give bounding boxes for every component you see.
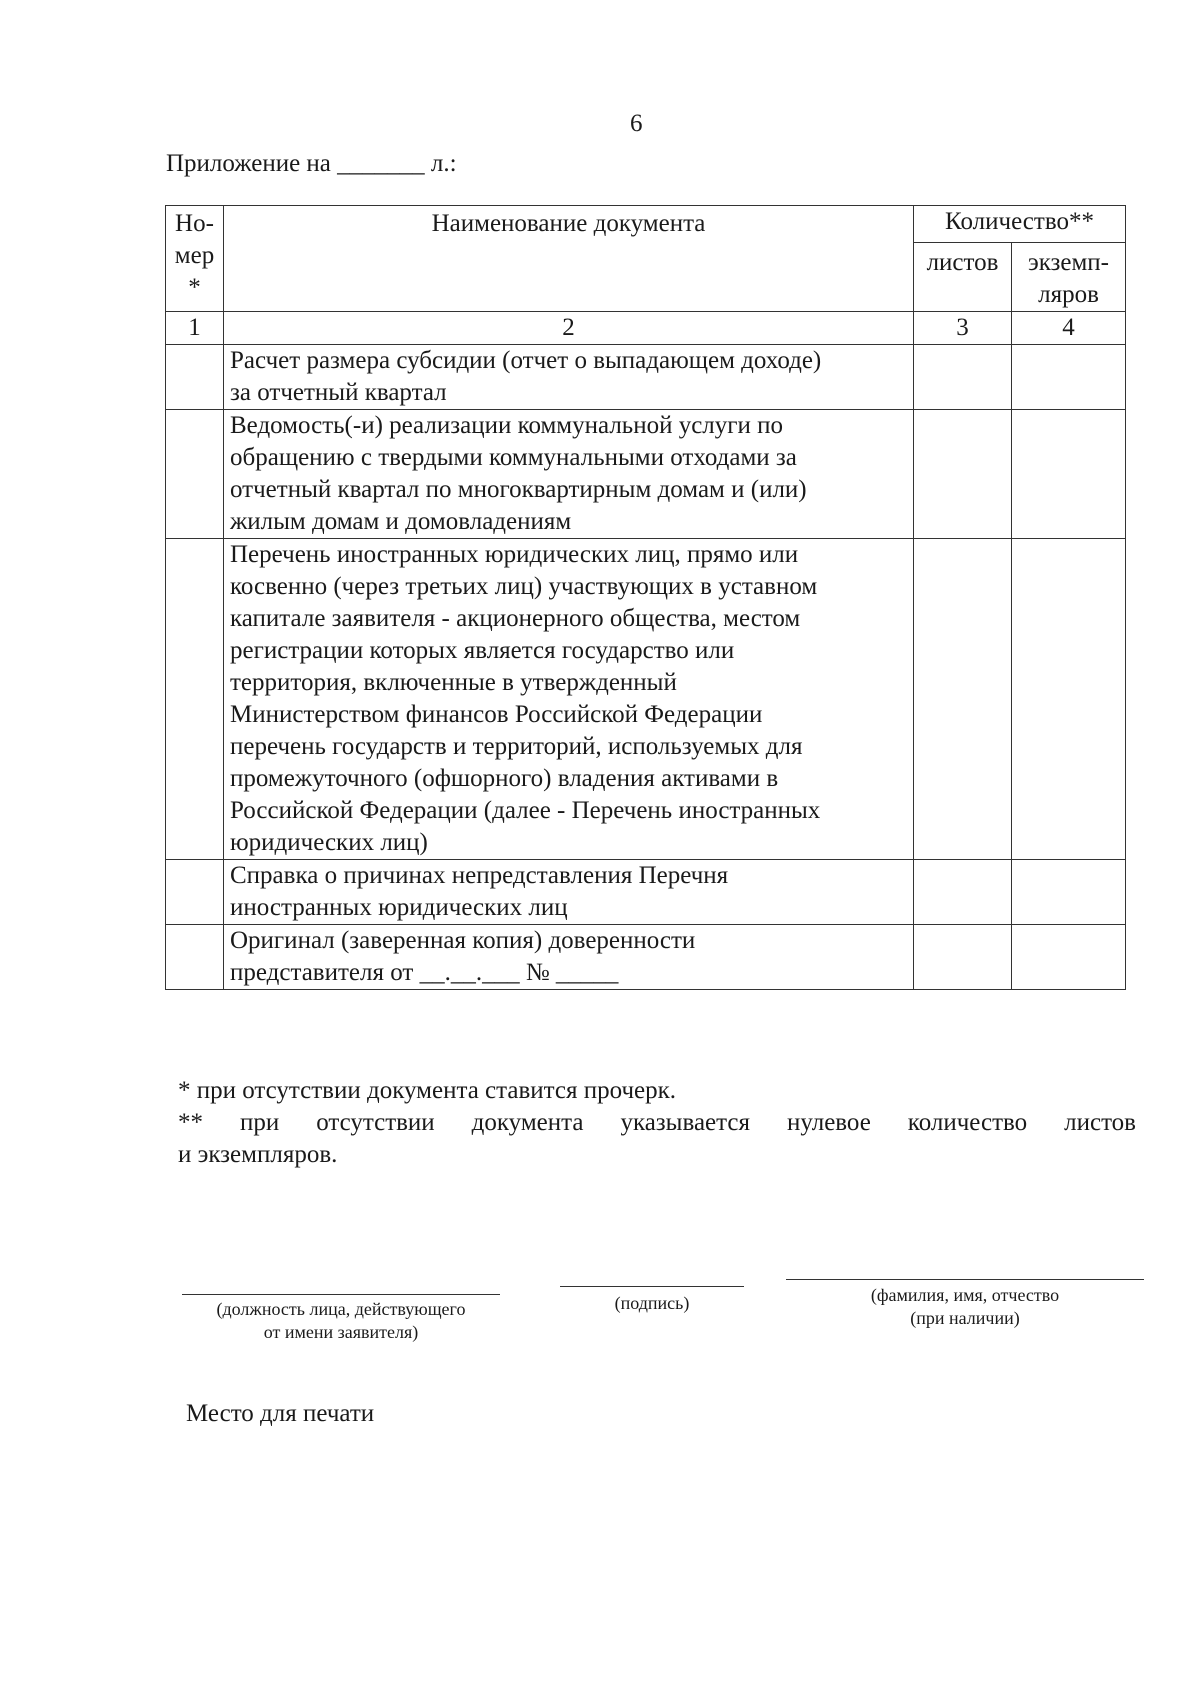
sheets-cell — [914, 410, 1012, 539]
footnote-2: ** при отсутствии документа указывается нулевое количество листов — [178, 1109, 1136, 1136]
document-name-cell: Справка о причинах непредставления Перечня иностранных юридических лиц — [224, 860, 914, 925]
header-number: Но- мер * — [166, 206, 224, 312]
document-name-cell: Ведомость(-и) реализации коммунальной услуги по обращению с твердыми коммунальными отходами за отчетный квартал по многоквартирным домам и (или) жилым домам и домовладениям — [224, 410, 914, 539]
page-number: 6 — [630, 110, 643, 137]
row-number-cell — [166, 925, 224, 990]
stamp-place-label: Место для печати — [186, 1400, 375, 1427]
footnote-1: * при отсутствии документа ставится прочерк. — [178, 1077, 677, 1104]
row-number-cell — [166, 410, 224, 539]
sheets-cell — [914, 860, 1012, 925]
column-number-row — [166, 312, 1126, 345]
name-signature-line — [786, 1279, 1144, 1280]
name-caption: (фамилия, имя, отчество (при наличии) — [870, 1285, 1060, 1328]
position-signature-line — [182, 1294, 500, 1295]
col-number-4: 4 — [1012, 312, 1126, 345]
table-header-row — [166, 206, 1126, 243]
documents-table — [165, 205, 1126, 990]
table-row — [166, 860, 1126, 925]
footnotes — [178, 1075, 1136, 1171]
row-number-cell — [166, 539, 224, 860]
header-copies: экземп- ляров — [1012, 243, 1126, 312]
table-row — [166, 345, 1126, 410]
copies-cell — [1012, 345, 1126, 410]
col-number-2: 2 — [224, 312, 914, 345]
copies-cell — [1012, 925, 1126, 990]
sheets-cell — [914, 925, 1012, 990]
appendix-label: Приложение на _______ л.: — [166, 150, 457, 177]
table-row — [166, 539, 1126, 860]
copies-cell — [1012, 539, 1126, 860]
table-row — [166, 410, 1126, 539]
position-caption: (должность лица, действующего от имени заявителя) — [216, 1299, 466, 1342]
header-quantity: Количество** — [914, 206, 1126, 243]
document-name-cell: Оригинал (заверенная копия) доверенности представителя от __.__.___ № _____ — [224, 925, 914, 990]
row-number-cell — [166, 345, 224, 410]
header-sheets: листов — [914, 243, 1012, 312]
col-number-1: 1 — [166, 312, 224, 345]
col-number-3: 3 — [914, 312, 1012, 345]
copies-cell — [1012, 860, 1126, 925]
header-document-name: Наименование документа — [224, 206, 914, 312]
table-row — [166, 925, 1126, 990]
sheets-cell — [914, 539, 1012, 860]
sheets-cell — [914, 345, 1012, 410]
copies-cell — [1012, 410, 1126, 539]
signature-caption: (подпись) — [614, 1293, 690, 1313]
signature-line — [560, 1286, 744, 1287]
document-name-cell: Перечень иностранных юридических лиц, прямо или косвенно (через третьих лиц) участвующих в уставном капитале заявителя - акционерного общества, местом регистрации которых является государство или территория, включенные в утвержденный Министерством финансов Российской Федерации перечень государств и территорий, используемых для промежуточного (офшорного) владения активами в Российской Федерации (далее - Перечень иностранных юридических лиц) — [224, 539, 914, 860]
row-number-cell — [166, 860, 224, 925]
document-name-cell: Расчет размера субсидии (отчет о выпадающем доходе) за отчетный квартал — [224, 345, 914, 410]
footnote-2-continuation: и экземпляров. — [178, 1141, 338, 1168]
